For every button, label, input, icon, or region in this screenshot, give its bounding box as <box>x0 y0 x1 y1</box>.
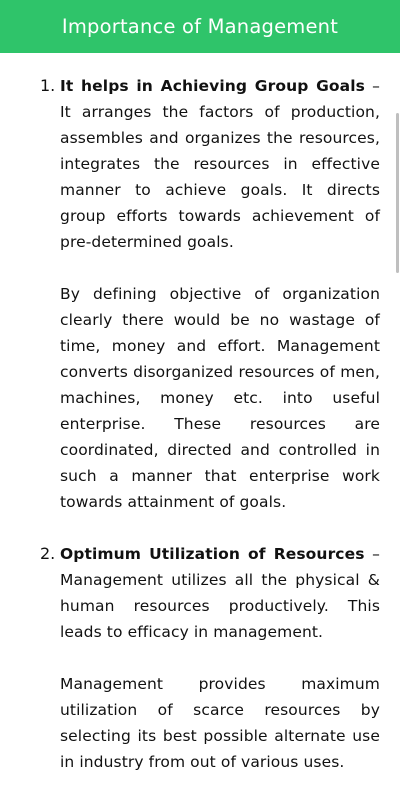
article-content[interactable] <box>0 53 400 771</box>
scrollbar[interactable] <box>396 113 399 273</box>
item-body: – It arranges the factors of production, assembles and organizes the resources, integrates the resources in effective manner to achieve goals. It directs group efforts towards achievement of pre-determined goals. <box>60 77 380 251</box>
points-list <box>40 73 380 801</box>
list-item <box>40 541 380 775</box>
item-paragraph <box>60 73 380 255</box>
item-heading: Optimum Utilization of Resources <box>60 545 365 563</box>
item-heading: It helps in Achieving Group Goals <box>60 77 365 95</box>
item-paragraph-2: By defining objective of organization clearly there would be no wastage of time, money and effort. Management converts disorganized resources of men, machines, money etc. into useful enterprise. These resources are coordinated, directed and controlled in such a manner that enterprise work towards attainment of goals. <box>60 285 380 511</box>
list-item <box>40 73 380 515</box>
item-paragraph <box>60 541 380 645</box>
item-paragraph-2: Management provides maximum utilization of scarce resources by selecting its best possible alternate use in industry from out of various uses. <box>60 675 380 771</box>
item-number: 1. <box>40 76 56 95</box>
page-title: Importance of Management <box>61 15 339 38</box>
item-number: 2. <box>40 544 56 563</box>
item-body: – Management utilizes all the physical & human resources productively. This leads to efficacy in management. <box>60 545 380 641</box>
app-header <box>0 0 400 53</box>
